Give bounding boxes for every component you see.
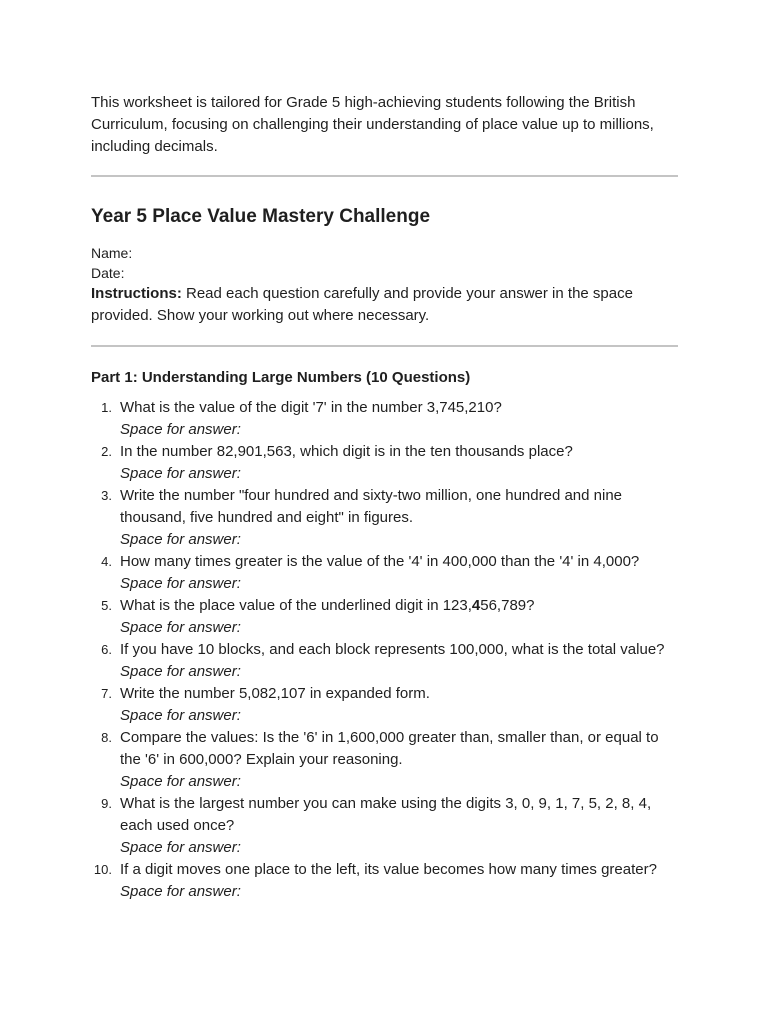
question-text: If you have 10 blocks, and each block represents 100,000, what is the total value? <box>120 641 665 658</box>
answer-space-label: Space for answer: <box>120 707 241 724</box>
question-number: 2. <box>101 444 112 459</box>
answer-space-label: Space for answer: <box>120 883 241 900</box>
name-field-label: Name: <box>91 245 133 261</box>
answer-space-label: Space for answer: <box>120 839 241 856</box>
question-text: How many times greater is the value of the '4' in 400,000 than the '4' in 4,000? <box>120 553 640 570</box>
question-item <box>91 551 678 595</box>
part-1-title: Part 1: Understanding Large Numbers (10 Questions) <box>91 369 471 386</box>
question-text: Write the number "four hundred and sixty-two million, one hundred and nine thousand, five hundred and eight" in figures. <box>120 487 623 526</box>
answer-space-label: Space for answer: <box>120 575 241 592</box>
question-text: In the number 82,901,563, which digit is in the ten thousands place? <box>120 443 573 460</box>
question-text: What is the largest number you can make using the digits 3, 0, 9, 1, 7, 5, 2, 8, 4, each used once? <box>120 795 652 834</box>
question-list <box>91 397 678 903</box>
question-item <box>91 683 678 727</box>
question-text: If a digit moves one place to the left, its value becomes how many times greater? <box>120 861 657 878</box>
question-item <box>91 859 678 903</box>
question-item <box>91 485 678 551</box>
instructions <box>91 283 678 327</box>
question-number: 9. <box>101 796 112 811</box>
instructions-text: Read each question carefully and provide your answer in the space provided. Show your working out where necessary. <box>91 285 633 324</box>
question-number: 8. <box>101 730 112 745</box>
question-item <box>91 595 678 639</box>
question-number: 10. <box>93 862 112 877</box>
divider <box>91 175 678 177</box>
question-item <box>91 639 678 683</box>
question-number: 6. <box>101 642 112 657</box>
underlined-digit: 4 <box>471 597 481 614</box>
date-field-label: Date: <box>91 265 125 281</box>
divider <box>91 345 678 347</box>
question-text <box>120 597 534 614</box>
answer-space-label: Space for answer: <box>120 531 241 548</box>
answer-space-label: Space for answer: <box>120 773 241 790</box>
question-text: What is the value of the digit '7' in the number 3,745,210? <box>120 399 502 416</box>
answer-space-label: Space for answer: <box>120 465 241 482</box>
answer-space-label: Space for answer: <box>120 421 241 438</box>
question-text: Write the number 5,082,107 in expanded form. <box>120 685 430 702</box>
question-item <box>91 441 678 485</box>
question-number: 5. <box>101 598 112 613</box>
answer-space-label: Space for answer: <box>120 663 241 680</box>
question-text: Compare the values: Is the '6' in 1,600,000 greater than, smaller than, or equal to the '6' in 600,000? Explain your reasoning. <box>120 729 659 768</box>
question-number: 7. <box>101 686 112 701</box>
worksheet-title: Year 5 Place Value Mastery Challenge <box>91 206 431 227</box>
instructions-label: Instructions: <box>91 285 182 302</box>
question-item <box>91 727 678 793</box>
question-number: 3. <box>101 488 112 503</box>
question-item <box>91 793 678 859</box>
question-item <box>91 397 678 441</box>
question-number: 4. <box>101 554 112 569</box>
intro-paragraph: This worksheet is tailored for Grade 5 high-achieving students following the British Curriculum, focusing on challenging their understanding of place value up to millions, including decimals. <box>91 94 654 155</box>
question-text-end: 56,789? <box>480 597 535 614</box>
question-text-start: What is the place value of the underlined digit in 123, <box>120 597 472 614</box>
answer-space-label: Space for answer: <box>120 619 241 636</box>
question-number: 1. <box>101 400 112 415</box>
